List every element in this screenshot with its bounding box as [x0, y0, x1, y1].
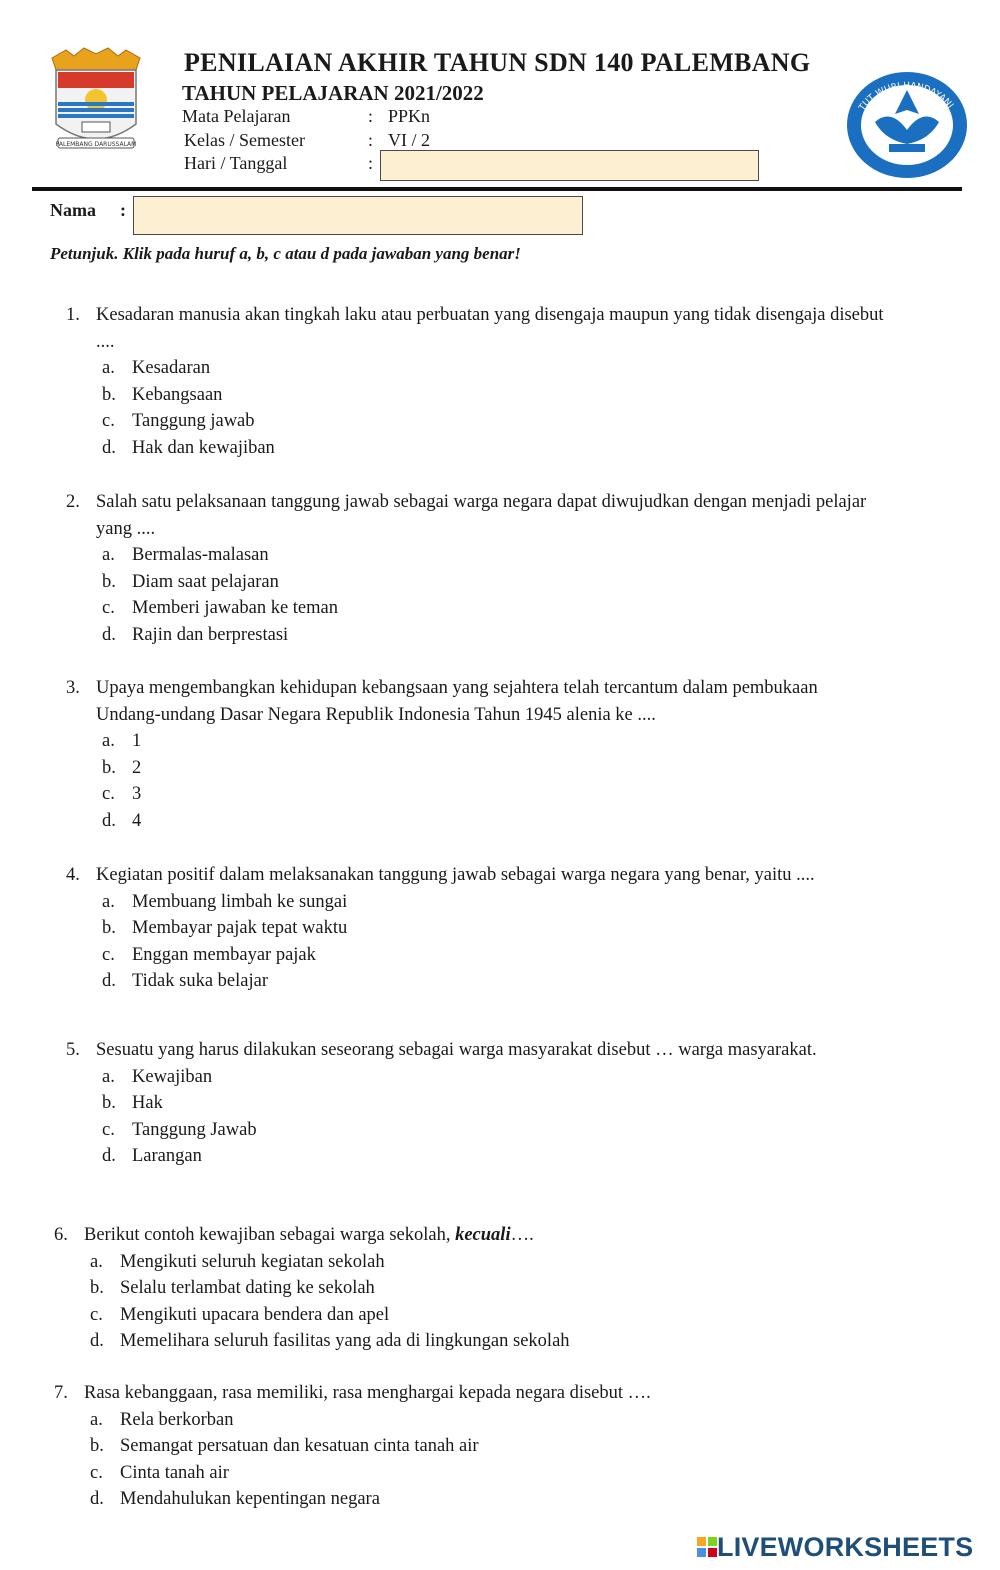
option-text: Rajin dan berprestasi: [132, 624, 289, 645]
option-text: Tidak suka belajar: [132, 971, 268, 992]
question-5: [66, 1037, 886, 1170]
kelas-value: VI / 2: [388, 130, 430, 150]
hari-colon: :: [368, 153, 374, 173]
question-text: Sesuatu yang harus dilakukan seseorang sebagai warga masyarakat disebut … warga masyarakat.: [96, 1040, 817, 1060]
option-text: Mengikuti upacara bendera dan apel: [120, 1304, 390, 1325]
option-letter[interactable]: c.: [102, 598, 115, 619]
option-text: Memberi jawaban ke teman: [132, 598, 338, 619]
option-letter[interactable]: b.: [102, 757, 116, 778]
option-letter[interactable]: b.: [102, 918, 116, 939]
answer-option-c[interactable]: [96, 1117, 886, 1144]
option-text: 4: [132, 810, 142, 831]
answer-option-b[interactable]: [84, 1275, 874, 1302]
nama-label: Nama: [50, 200, 96, 220]
answer-option-a[interactable]: [96, 355, 886, 382]
answer-option-d[interactable]: [96, 622, 886, 649]
option-text: Membuang limbah ke sungai: [132, 891, 348, 912]
option-letter[interactable]: a.: [102, 1066, 115, 1087]
option-list: [96, 1064, 886, 1170]
tanggal-input[interactable]: [380, 150, 759, 181]
option-letter[interactable]: d.: [102, 437, 116, 458]
answer-option-c[interactable]: [96, 781, 886, 808]
answer-option-b[interactable]: [96, 382, 886, 409]
liveworksheets-logo[interactable]: [697, 1532, 973, 1562]
option-list: [84, 1249, 874, 1355]
option-letter[interactable]: a.: [102, 358, 115, 378]
option-letter[interactable]: d.: [102, 1146, 116, 1167]
palembang-emblem-logo: [44, 44, 148, 160]
option-letter[interactable]: b.: [102, 571, 116, 592]
option-text: Hak dan kewajiban: [132, 437, 275, 458]
option-text: 1: [132, 731, 142, 751]
answer-option-a[interactable]: [84, 1407, 874, 1434]
kelas-colon: :: [368, 130, 374, 150]
question-3: [66, 675, 886, 834]
option-letter[interactable]: c.: [102, 784, 115, 805]
tut-wuri-handayani-logo: [845, 70, 969, 180]
option-letter[interactable]: c.: [90, 1462, 103, 1483]
option-text: Membayar pajak tepat waktu: [132, 918, 348, 939]
answer-option-c[interactable]: [84, 1302, 874, 1329]
question-text: [84, 1222, 874, 1249]
option-list: [96, 542, 886, 648]
option-text: Larangan: [132, 1146, 202, 1167]
option-text: Semangat persatuan dan kesatuan cinta tanah air: [120, 1436, 479, 1457]
answer-option-d[interactable]: [96, 968, 886, 995]
question-6: [54, 1222, 874, 1355]
option-text: Mendahulukan kepentingan negara: [120, 1489, 380, 1510]
question-text-emphasis: kecuali: [455, 1225, 511, 1245]
option-letter[interactable]: b.: [90, 1436, 104, 1457]
option-text: Kebangsaan: [132, 384, 223, 405]
option-letter[interactable]: a.: [90, 1409, 103, 1430]
answer-option-b[interactable]: [96, 915, 886, 942]
option-list: [96, 728, 886, 834]
answer-option-c[interactable]: [96, 408, 886, 435]
nama-colon: :: [120, 200, 126, 220]
option-text: Rela berkorban: [120, 1409, 234, 1430]
answer-option-d[interactable]: [84, 1486, 874, 1513]
answer-option-b[interactable]: [96, 1090, 886, 1117]
option-text: Selalu terlambat dating ke sekolah: [120, 1278, 375, 1299]
question-7: [54, 1380, 874, 1513]
liveworksheets-icon: [697, 1537, 717, 1557]
option-letter[interactable]: c.: [102, 1119, 115, 1140]
option-letter[interactable]: c.: [90, 1304, 103, 1325]
hari-label: Hari / Tanggal: [184, 153, 288, 173]
answer-option-c[interactable]: [84, 1460, 874, 1487]
mapel-value: PPKn: [388, 106, 431, 126]
answer-option-d[interactable]: [84, 1328, 874, 1355]
question-text: Rasa kebanggaan, rasa memiliki, rasa menghargai kepada negara disebut ….: [84, 1383, 651, 1403]
question-text: Upaya mengembangkan kehidupan kebangsaan yang sejahtera telah tercantum dalam pembukaan Undang-undang Dasar Negara Republik Indonesia Tahun 1945 alenia ke ....: [96, 678, 818, 725]
answer-option-d[interactable]: [96, 808, 886, 835]
header-divider: [32, 187, 962, 191]
answer-option-a[interactable]: [96, 728, 886, 755]
answer-option-b[interactable]: [96, 755, 886, 782]
option-text: Diam saat pelajaran: [132, 571, 279, 592]
answer-option-a[interactable]: [96, 889, 886, 916]
svg-text:PALEMBANG DARUSSALAM: PALEMBANG DARUSSALAM: [55, 141, 137, 148]
option-letter[interactable]: b.: [102, 384, 116, 405]
kelas-label: Kelas / Semester: [184, 130, 305, 150]
svg-text:TUT WURI HANDAYANI: TUT WURI HANDAYANI: [857, 81, 955, 113]
option-letter[interactable]: b.: [90, 1278, 104, 1299]
answer-option-b[interactable]: [84, 1433, 874, 1460]
option-text: Tanggung jawab: [132, 411, 255, 432]
option-text: Hak: [132, 1093, 163, 1114]
answer-option-d[interactable]: [96, 1143, 886, 1170]
option-list: [96, 889, 886, 995]
option-text: Tanggung Jawab: [132, 1119, 257, 1140]
option-letter[interactable]: d.: [90, 1331, 104, 1352]
option-text: Cinta tanah air: [120, 1462, 229, 1483]
question-text: Kegiatan positif dalam melaksanakan tanggung jawab sebagai warga negara yang benar, yaitu ....: [96, 865, 815, 885]
question-number: 2.: [66, 492, 80, 512]
question-text-tail: ….: [510, 1225, 534, 1245]
question-number: 4.: [66, 865, 80, 885]
instruction-text: Petunjuk. Klik pada huruf a, b, c atau d pada jawaban yang benar!: [50, 244, 521, 263]
answer-option-a[interactable]: [84, 1249, 874, 1276]
option-letter[interactable]: a.: [102, 891, 115, 912]
option-letter[interactable]: d.: [90, 1489, 104, 1510]
option-list: [84, 1407, 874, 1513]
school-year: TAHUN PELAJARAN 2021/2022: [182, 81, 484, 105]
question-text-main: Berikut contoh kewajiban sebagai warga sekolah,: [84, 1225, 456, 1245]
mapel-colon: :: [368, 106, 374, 126]
option-letter[interactable]: d.: [102, 971, 116, 992]
option-letter[interactable]: c.: [102, 944, 115, 965]
option-letter[interactable]: a.: [90, 1251, 103, 1272]
question-number: 3.: [66, 678, 80, 698]
option-letter[interactable]: d.: [102, 810, 116, 831]
option-letter[interactable]: a.: [102, 731, 115, 751]
answer-option-a[interactable]: [96, 1064, 886, 1091]
option-text: Enggan membayar pajak: [132, 944, 316, 965]
option-text: 3: [132, 784, 142, 805]
answer-option-c[interactable]: [96, 595, 886, 622]
question-number: 7.: [54, 1383, 68, 1403]
page-title: PENILAIAN AKHIR TAHUN SDN 140 PALEMBANG: [184, 48, 811, 77]
question-text: Kesadaran manusia akan tingkah laku atau perbuatan yang disengaja maupun yang tidak disengaja disebut ....: [96, 305, 884, 352]
option-text: Mengikuti seluruh kegiatan sekolah: [120, 1251, 385, 1272]
answer-option-d[interactable]: [96, 435, 886, 462]
answer-option-b[interactable]: [96, 569, 886, 596]
question-text: Salah satu pelaksanaan tanggung jawab sebagai warga negara dapat diwujudkan dengan menjadi pelajar yang ....: [96, 492, 867, 539]
option-text: Bermalas-malasan: [132, 545, 269, 565]
question-4: [66, 862, 886, 995]
option-letter[interactable]: a.: [102, 545, 115, 565]
option-letter[interactable]: d.: [102, 624, 116, 645]
option-text: Kewajiban: [132, 1066, 213, 1087]
option-text: 2: [132, 757, 142, 778]
question-number: 5.: [66, 1040, 80, 1060]
option-letter[interactable]: b.: [102, 1093, 116, 1114]
option-list: [96, 355, 886, 461]
question-number: 6.: [54, 1225, 68, 1245]
option-letter[interactable]: c.: [102, 411, 115, 432]
option-text: Memelihara seluruh fasilitas yang ada di lingkungan sekolah: [120, 1331, 570, 1352]
option-text: Kesadaran: [132, 358, 211, 378]
question-number: 1.: [66, 305, 80, 325]
nama-input[interactable]: [133, 196, 583, 235]
answer-option-c[interactable]: [96, 942, 886, 969]
answer-option-a[interactable]: [96, 542, 886, 569]
question-2: [66, 489, 886, 648]
question-1: [66, 302, 886, 461]
liveworksheets-wordmark: LIVEWORKSHEETS: [717, 1531, 974, 1562]
mapel-label: Mata Pelajaran: [182, 106, 291, 126]
